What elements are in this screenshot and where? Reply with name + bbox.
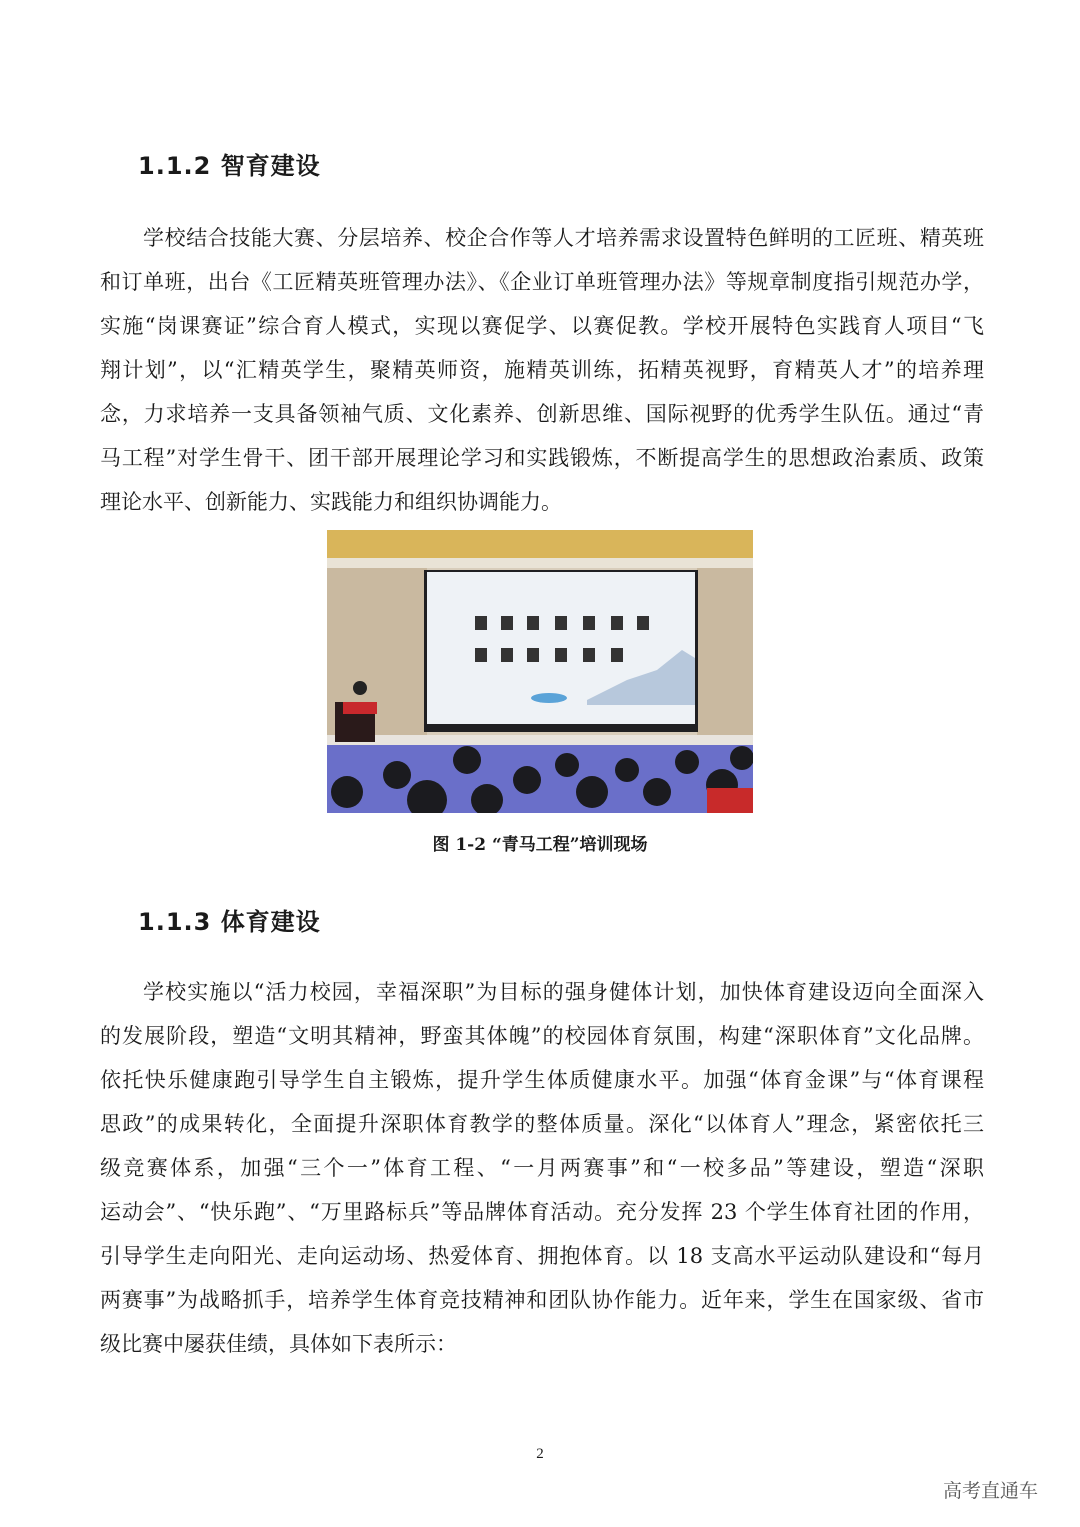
figure-caption: 图 1-2 “青马工程”培训现场 xyxy=(432,835,648,855)
section-heading-sports: 1.1.3 体育建设 xyxy=(138,908,321,936)
training-photo xyxy=(327,530,753,813)
watermark: 高考直通车 xyxy=(943,1480,1039,1502)
text-line: 的发展阶段，塑造“文明其精神，野蛮其体魄”的校园体育氛围，构建“深职体育”文化品牌。 xyxy=(100,1024,984,1048)
text-line: 学校结合技能大赛、分层培养、校企合作等人才培养需求设置特色鲜明的工匠班、精英班 xyxy=(143,226,984,250)
text-line: 理论水平、创新能力、实践能力和组织协调能力。 xyxy=(100,490,562,514)
text-line: 和订单班，出台《工匠精英班管理办法》、《企业订单班管理办法》等规章制度指引规范办学， xyxy=(100,270,984,294)
page-number: 2 xyxy=(536,1446,544,1462)
text-line: 马工程”对学生骨干、团干部开展理论学习和实践锻炼，不断提高学生的思想政治素质、政策 xyxy=(100,446,984,470)
text-line: 运动会”、“快乐跑”、“万里路标兵”等品牌体育活动。充分发挥 23 个学生体育社团的作用， xyxy=(100,1200,984,1224)
paragraph-sports xyxy=(100,970,984,1366)
text-line: 引导学生走向阳光、走向运动场、热爱体育、拥抱体育。以 18 支高水平运动队建设和“每月 xyxy=(100,1244,984,1268)
text-line: 两赛事”为战略抓手，培养学生体育竞技精神和团队协作能力。近年来，学生在国家级、省市 xyxy=(100,1288,984,1312)
text-line: 念，力求培养一支具备领袖气质、文化素养、创新思维、国际视野的优秀学生队伍。通过“青 xyxy=(100,402,984,426)
text-line: 实施“岗课赛证”综合育人模式，实现以赛促学、以赛促教。学校开展特色实践育人项目“飞 xyxy=(100,314,984,338)
text-line: 翔计划”，以“汇精英学生，聚精英师资，施精英训练，拓精英视野，育精英人才”的培养理 xyxy=(100,358,984,382)
text-line: 依托快乐健康跑引导学生自主锻炼，提升学生体质健康水平。加强“体育金课”与“体育课程 xyxy=(100,1068,984,1092)
section-heading-intellectual: 1.1.2 智育建设 xyxy=(138,152,321,180)
text-line: 级竞赛体系，加强“三个一”体育工程、“一月两赛事”和“一校多品”等建设，塑造“深职 xyxy=(100,1156,984,1180)
paragraph-intellectual xyxy=(100,216,984,524)
text-line: 级比赛中屡获佳绩，具体如下表所示： xyxy=(100,1332,457,1356)
text-line: 学校实施以“活力校园，幸福深职”为目标的强身健体计划，加快体育建设迈向全面深入 xyxy=(143,980,984,1004)
text-line: 思政”的成果转化，全面提升深职体育教学的整体质量。深化“以体育人”理念，紧密依托三 xyxy=(100,1112,984,1136)
